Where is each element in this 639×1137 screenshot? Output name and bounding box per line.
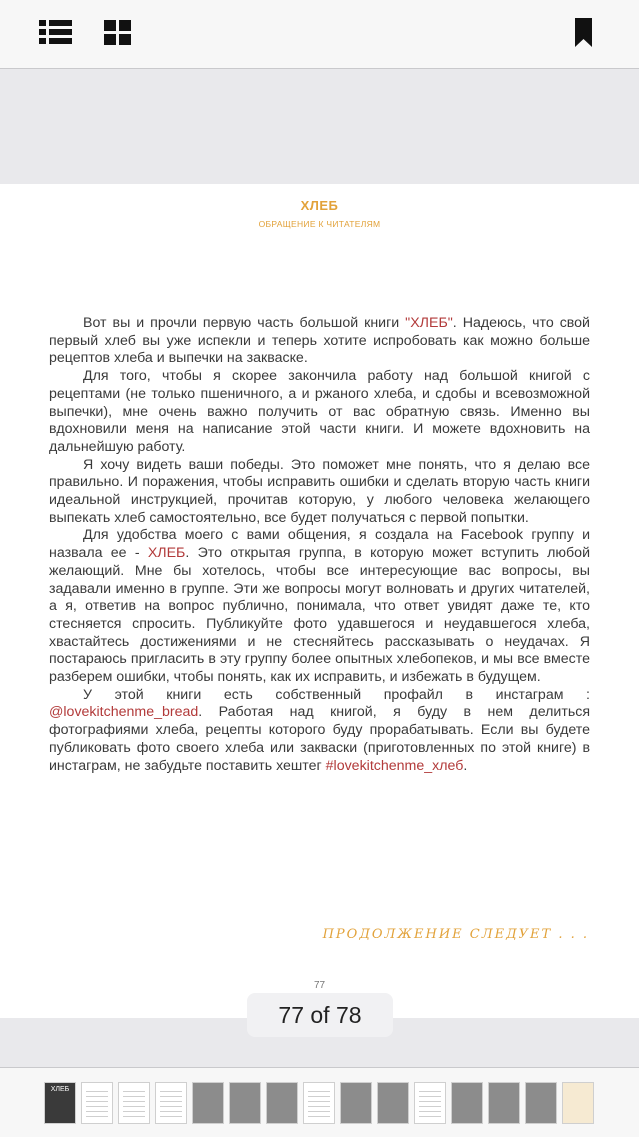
book-title-link[interactable]: "ХЛЕБ" (405, 315, 453, 331)
thumbnail-label: ХЛЕБ (50, 1086, 70, 1093)
paragraph-5: У этой книги есть собственный профайл в инстаграм : @lovekitchenme_bread. Работая над книгой, я буду в нем делиться фотографиями хлеба, рецепты которого буду прорабатывать. Если вы будете публиковать фото своего хлеба или закваски (приготовленных по этой книге) в инстаграм, не забудьте поставить хештег #lovekitchenme_хлеб. (49, 686, 590, 774)
grid-icon[interactable] (104, 18, 131, 51)
page-body (49, 315, 590, 775)
page-thumbnail[interactable] (340, 1082, 372, 1124)
paragraph-1: Вот вы и прочли первую часть большой книги "ХЛЕБ". Надеюсь, что свой первый хлеб вы уже испекли и теперь хотите испробовать как можно больше рецептов хлеба и выпечки на закваске. (49, 315, 590, 367)
page-thumbnail[interactable] (118, 1082, 150, 1124)
to-be-continued: ПРОДОЛЖЕНИЕ СЛЕДУЕТ . . . (322, 927, 589, 942)
page-thumbnail[interactable] (44, 1082, 76, 1124)
paragraph-3: Я хочу видеть ваши победы. Это поможет мне понять, что я делаю все правильно. И поражения, чтобы исправить ошибки и сделать вторую часть книги идеальной инструкцией, прочитав которую, у любого человека желающего выпекать хлеб самостоятельно, все будет получаться с первой попытки. (49, 456, 590, 526)
page-thumbnail[interactable] (229, 1082, 261, 1124)
page-thumbnail[interactable] (488, 1082, 520, 1124)
page-thumbnail[interactable] (303, 1082, 335, 1124)
page-thumbnail[interactable] (562, 1082, 594, 1124)
page-thumbnail[interactable] (81, 1082, 113, 1124)
page-thumbnail[interactable] (155, 1082, 187, 1124)
page-indicator: 77 of 78 (247, 993, 393, 1037)
book-page[interactable] (0, 184, 639, 1018)
page-thumbnail[interactable] (451, 1082, 483, 1124)
page-thumbnail[interactable] (192, 1082, 224, 1124)
thumbnail-strip[interactable] (0, 1067, 639, 1137)
facebook-group-link[interactable]: ХЛЕБ (147, 545, 186, 562)
bookmark-icon[interactable] (575, 18, 592, 53)
paragraph-2: Для того, чтобы я скорее закончила работу над большой книгой с рецептами (не только пшеничного, а и ржаного хлеба, и сдобы и всевозможной выпечки), мне очень важно получить от вас обратную связь. Именно вы вдохновили меня на написание этой части книги. И можете вдохновить на дальнейшую работу. (49, 368, 590, 455)
hashtag-link[interactable]: #lovekitchenme_хлеб (325, 757, 464, 774)
page-thumbnail[interactable] (414, 1082, 446, 1124)
list-icon[interactable] (39, 18, 72, 51)
top-toolbar (0, 0, 639, 69)
page-number: 77 (313, 980, 326, 991)
page-thumbnail[interactable] (525, 1082, 557, 1124)
page-gap (0, 69, 639, 184)
page-title: ХЛЕБ (300, 198, 339, 213)
page-thumbnail[interactable] (266, 1082, 298, 1124)
instagram-profile-link[interactable]: @lovekitchenme_bread (49, 704, 199, 721)
paragraph-4: Для удобства моего с вами общения, я создала на Facebook группу и назвала ее - ХЛЕБ. Это открытая группа, в которую может вступить любой желающий. Мне бы хотелось, чтобы все интересующие вас вопросы, вы задавали именно в группе. Эти же вопросы могут волновать и других читателей, а я, ответив на вопрос публично, понимала, что ответ увидят даже те, кто стесняется спросить. Публикуйте фото удавшегося и неудавшегося хлеба, хвастайтесь достижениями и не стесняйтесь рассказывать о неудачах. Я постараюсь пригласить в эту группу более опытных хлебопеков, и мы все вместе разберем ошибки, чтобы понять, как их исправить, и избежать в будущем. (49, 527, 590, 686)
page-thumbnail[interactable] (377, 1082, 409, 1124)
page-subtitle: ОБРАЩЕНИЕ К ЧИТАТЕЛЯМ (258, 219, 381, 229)
